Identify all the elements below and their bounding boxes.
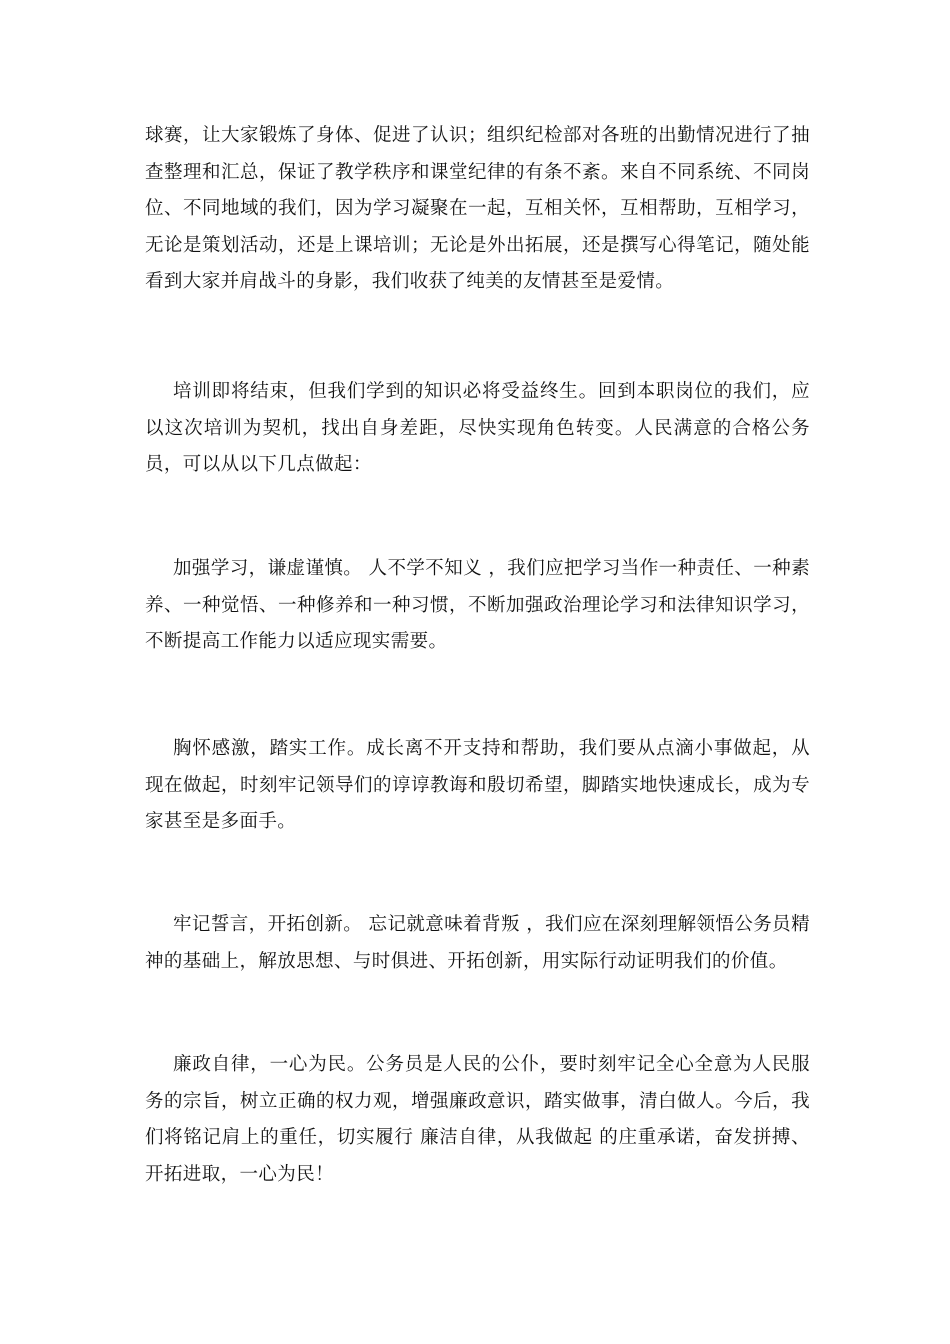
paragraph-continuation: 球赛，让大家锻炼了身体、促进了认识；组织纪检部对各班的出勤情况进行了抽查整理和汇总，保证了教学秩序和课堂纪律的有条不紊。来自不同系统、不同岗位、不同地域的我们，因为学习凝聚在一起，互相关怀，互相帮助，互相学习，无论是策划活动，还是上课培训；无论是外出拓展，还是撰写心得笔记，随处能看到大家并肩战斗的身影，我们收获了纯美的友情甚至是爱情。: [145, 125, 810, 292]
paragraph-integrity: 廉政自律，一心为民。公务员是人民的公仆，要时刻牢记全心全意为人民服务的宗旨，树立正确的权力观，增强廉政意识，踏实做事，清白做人。今后，我们将铭记肩上的重任，切实履行 廉洁自律，从我做起 的庄重承诺，奋发拼搏、开拓进取，一心为民！: [145, 1054, 810, 1185]
paragraph-oath-innovation: 牢记誓言，开拓创新。 忘记就意味着背叛 ，我们应在深刻理解领悟公务员精神的基础上，解放思想、与时俱进、开拓创新，用实际行动证明我们的价值。: [145, 914, 810, 972]
paragraph-strengthen-learning: 加强学习，谦虚谨慎。 人不学不知义 ，我们应把学习当作一种责任、一种素养、一种觉悟、一种修养和一种习惯，不断加强政治理论学习和法律知识学习，不断提高工作能力以适应现实需要。: [145, 558, 810, 652]
paragraph-gratitude-work: 胸怀感激，踏实工作。成长离不开支持和帮助，我们要从点滴小事做起，从现在做起，时刻牢记领导们的谆谆教诲和殷切希望，脚踏实地快速成长，成为专家甚至是多面手。: [145, 738, 810, 832]
paragraph-training-ending: 培训即将结束，但我们学到的知识必将受益终生。回到本职岗位的我们，应以这次培训为契机，找出自身差距，尽快实现角色转变。人民满意的合格公务员，可以从以下几点做起：: [145, 381, 810, 475]
